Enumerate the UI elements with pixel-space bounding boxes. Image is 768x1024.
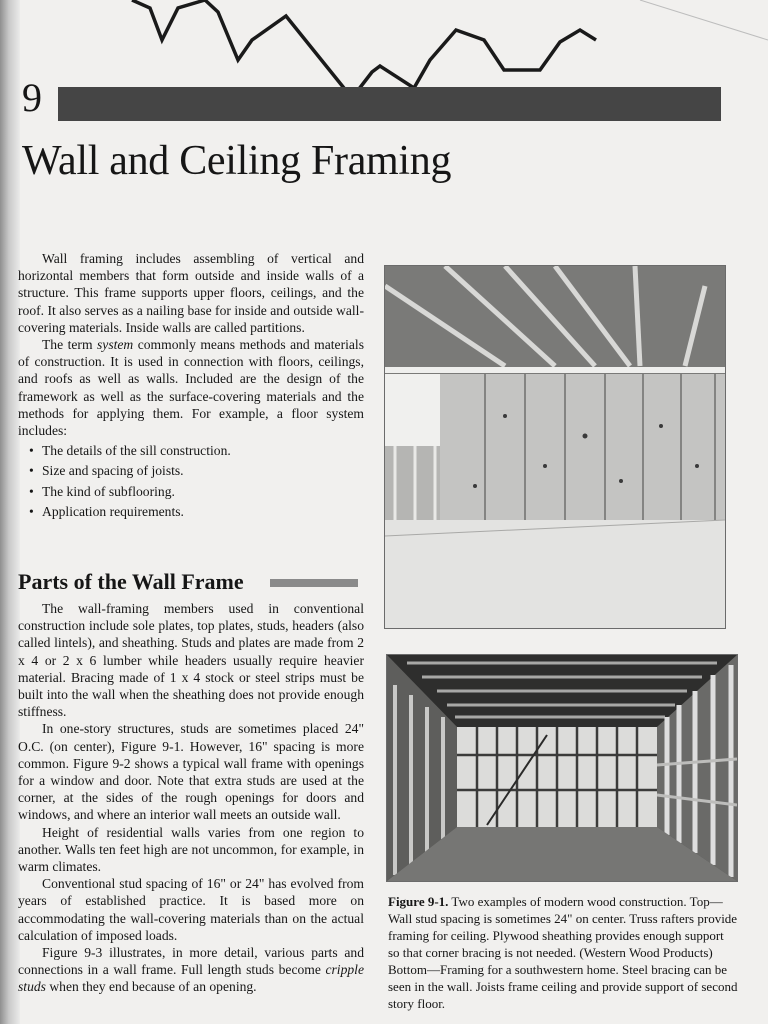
figure-label: Figure 9-1. [388,894,449,909]
section-paragraph-1: The wall-framing members used in conventional construction include sole plates, top plates, studs, headers (also called lintels), and sheathing. Studs and plates are made from 2 x 4 or 2 x 6 lumber while headers usually require heavier material. Bracing made of 1 x 4 stock or steel strips must be built into the wall when the sheathing does not provide enough stiffness. [18,601,364,720]
chapter-title: Wall and Ceiling Framing [22,138,452,184]
intro-text [18,250,364,523]
floor-system-list [18,442,364,520]
term-cripple-studs: cripple studs [18,962,364,995]
intro-paragraph-1: Wall framing includes assembling of vertical and horizontal members that form outside and inside walls of a structure. This frame supports upper floors, ceilings, and the roof. It also serves as a nailing base for inside and outside wall-covering materials. Inside walls are called partitions. [18,251,364,335]
figure-caption-text: Two examples of modern wood construction. Top—Wall stud spacing is sometimes 24" on center. Truss rafters provide framing for ceiling. Plywood sheathing provides enough support so that corner bracing is not needed. (Western Wood Products) Bottom—Framing for a southwestern home. Steel bracing can be seen in the wall. Joists frame ceiling and provide support of second story floor. [388,894,738,1011]
section-paragraph-2: In one-story structures, studs are sometimes placed 24" O.C. (on center), Figure 9-1. However, 16" spacing is more common. Figure 9-2 shows a typical wall frame with openings for a window and door. Note that extra studs are used at the corner, at the sides of the rough openings for doors and windows, and where an interior wall meets an outside wall. [18,721,364,823]
section-heading-block [18,568,358,596]
intro-paragraph-2: The term system commonly means methods and materials of construction. It is used in connection with floors, ceilings, and roofs as well as walls. Included are the design of the framework as well as the surface-covering materials and the methods for applying them. For example, a floor system includes: [18,337,364,439]
section-text [18,600,364,996]
chapter-number: 9 [22,75,42,120]
figure-photo-bottom [386,654,738,882]
term-system: system [97,337,134,353]
section-paragraph-3: Height of residential walls varies from one region to another. Walls ten feet high are not uncommon, for example, in warm climates. [18,824,364,875]
list-item: • The kind of subflooring. [28,483,364,500]
list-item: • Size and spacing of joists. [28,462,364,479]
list-item: • Application requirements. [28,503,364,520]
chapter-header-bar [58,87,721,121]
book-spine-shadow [0,0,20,1024]
figure-caption [388,893,738,1012]
section-heading: Parts of the Wall Frame [18,569,244,594]
figure-photo-top [384,265,726,629]
section-paragraph-5: Figure 9-3 illustrates, in more detail, various parts and connections in a wall frame. Full length studs become cripple studs when they end because of an opening. [18,945,364,995]
section-paragraph-4: Conventional stud spacing of 16" or 24" has evolved from years of established practice. It is based more on accommodating the wall-covering materials than on the actual calculation of imposed loads. [18,876,364,943]
list-item: • The details of the sill construction. [28,442,364,459]
section-rule [270,579,358,587]
